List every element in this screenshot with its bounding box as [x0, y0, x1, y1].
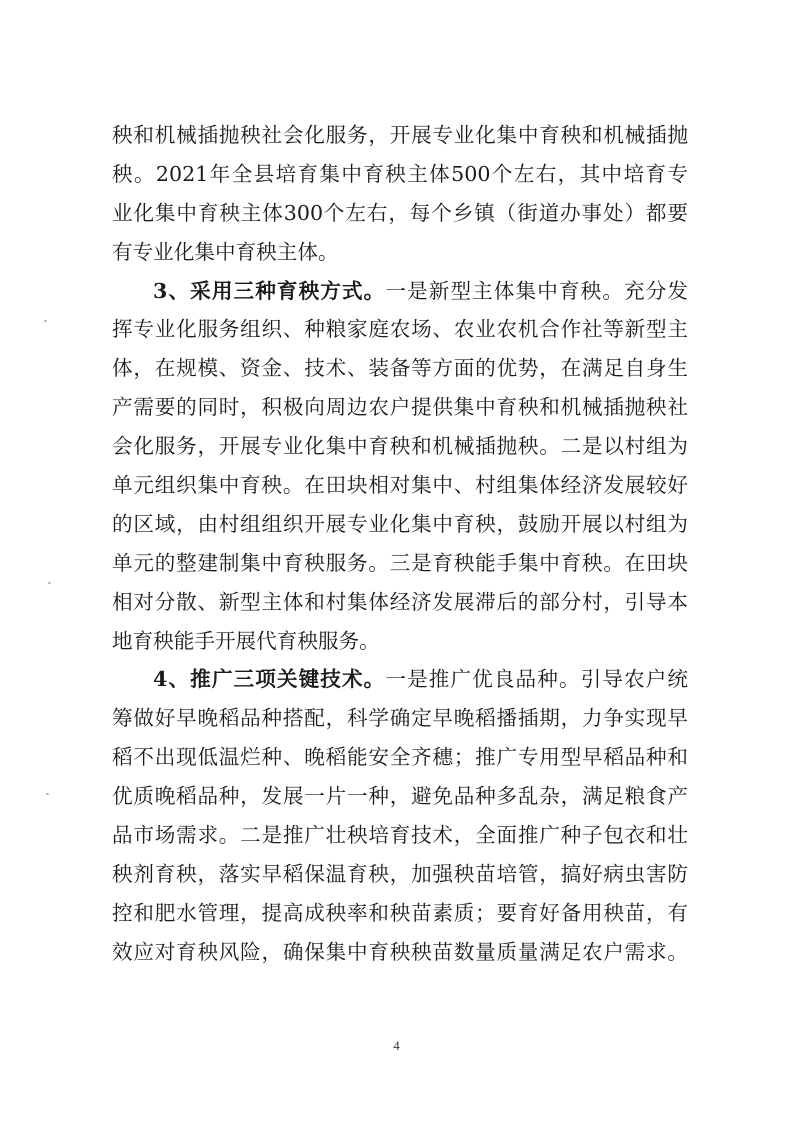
text-run: 一是新型主体集中育秧。充分发 — [385, 278, 688, 303]
text-line: 秧剂育秧，落实早稻保温育秧，加强秧苗培管，搞好病虫害防 — [112, 861, 688, 886]
section-heading: 3、采用三种育秧方式。 — [153, 278, 386, 303]
text-line: 有专业化集中育秧主体。 — [112, 239, 339, 264]
first-line — [112, 272, 688, 311]
text-line: 体，在规模、资金、技术、装备等方面的优势，在满足自身生 — [112, 356, 688, 381]
text-line: 控和肥水管理，提高成秧率和秧苗素质；要育好备用秧苗，有 — [112, 900, 688, 925]
text-line: 相对分散、新型主体和村集体经济发展滞后的部分村，引导本 — [112, 589, 688, 614]
page-number: 4 — [393, 1038, 400, 1053]
document-body — [112, 116, 688, 972]
section-heading: 4、推广三项关键技术。 — [153, 667, 386, 692]
text-run: 一是推广优良品种。引导农户统 — [385, 667, 688, 692]
text-line: 地育秧能手开展代育秧服务。 — [112, 628, 380, 653]
paragraph-key-technologies — [112, 660, 688, 971]
text-line: 会化服务，开展专业化集中育秧和机械插抛秧。二是以村组为 — [112, 434, 688, 459]
text-line: 优质晚稻品种，发展一片一种，避免品种多乱杂，满足粮食产 — [112, 784, 688, 809]
text-line: 筹做好早晚稻品种搭配，科学确定早晚稻播插期，力争实现早 — [112, 706, 688, 731]
scan-speck — [46, 793, 49, 795]
text-line: 品市场需求。二是推广壮秧培育技术，全面推广种子包衣和壮 — [112, 823, 688, 848]
scan-speck — [48, 582, 51, 584]
paragraph-continuation — [112, 116, 688, 272]
text-line: 秧和机械插抛秧社会化服务，开展专业化集中育秧和机械插抛 — [112, 123, 688, 147]
paragraph-nursery-methods — [112, 272, 688, 661]
text-line: 的区域，由村组组织开展专业化集中育秧，鼓励开展以村组为 — [112, 511, 688, 536]
text-line: 业化集中育秧主体300个左右，每个乡镇（街道办事处）都要 — [112, 200, 688, 225]
text-line: 秧。2021年全县培育集中育秧主体500个左右，其中培育专 — [112, 161, 688, 186]
first-line — [112, 660, 688, 699]
text-line: 稻不出现低温烂种、晚稻能安全齐穗；推广专用型早稻品种和 — [112, 745, 688, 770]
text-line: 单元的整建制集中育秧服务。三是育秧能手集中育秧。在田块 — [112, 550, 688, 575]
text-line: 挥专业化服务组织、种粮家庭农场、农业农机合作社等新型主 — [112, 317, 688, 342]
text-line: 效应对育秧风险，确保集中育秧秧苗数量质量满足农户需求。 — [112, 939, 688, 964]
text-line: 产需要的同时，积极向周边农户提供集中育秧和机械插抛秧社 — [112, 395, 688, 420]
scan-speck — [44, 320, 47, 322]
text-line: 单元组织集中育秧。在田块相对集中、村组集体经济发展较好 — [112, 473, 688, 498]
